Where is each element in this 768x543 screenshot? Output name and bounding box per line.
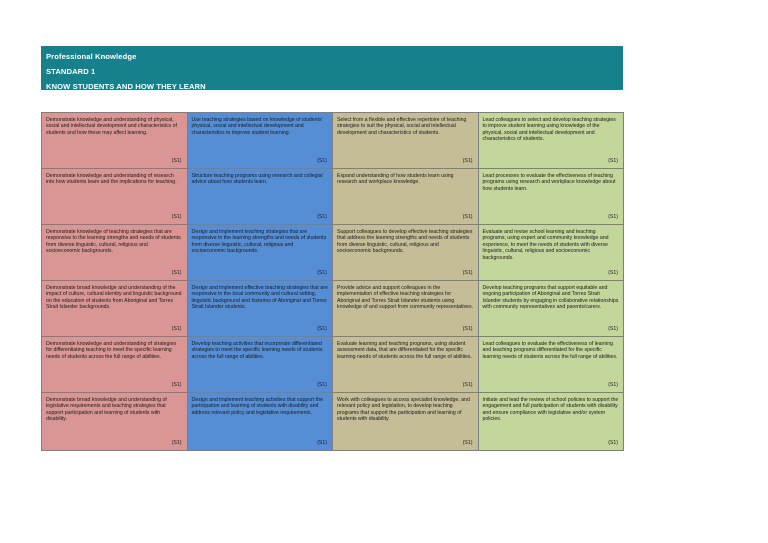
standard-row: [42, 169, 624, 225]
descriptor-text: Design and implement effective teaching strategies that are responsive to the local community and cultural setting, linguistic background and histories of Aboriginal and Torres Strait Islander students.: [191, 285, 328, 311]
standard-reference: (S1): [317, 326, 327, 332]
header-standard: STANDARD 1: [46, 67, 96, 76]
descriptor-cell: [479, 113, 625, 169]
descriptor-cell: [333, 393, 479, 451]
standard-reference: (S1): [317, 214, 327, 220]
descriptor-cell: [42, 169, 188, 225]
descriptor-cell: [333, 113, 479, 169]
standard-reference: (S1): [317, 158, 327, 164]
descriptor-text: Develop teaching activities that incorporate differentiated strategies to meet the specific learning needs of students across the full range of abilities.: [191, 341, 323, 360]
standard-reference: (S1): [171, 440, 182, 446]
standard-reference: (S1): [462, 326, 473, 332]
descriptor-cell: [479, 393, 625, 451]
standard-reference: (S1): [608, 270, 618, 276]
descriptor-cell: [333, 169, 479, 225]
standard-reference: (S1): [171, 326, 182, 332]
descriptor-text: Support colleagues to develop effective teaching strategies that address the learning strengths and needs of students from diverse linguistic, cultural, religious and socioeconomic backgrounds.: [337, 229, 473, 255]
standard-row: [42, 281, 624, 337]
descriptor-text: Evaluate learning and teaching programs, using student assessment data, that are differentiated for the specific learning needs of students across the full range of abilities.: [337, 341, 472, 360]
standard-reference: (S1): [608, 382, 618, 388]
descriptor-cell: [42, 281, 188, 337]
standard-reference: (S1): [171, 270, 182, 276]
descriptor-cell: [188, 393, 334, 451]
descriptor-text: Initiate and lead the review of school policies to support the engagement and full participation of students with disability and ensure compliance with legislative and/or system policies.: [482, 397, 619, 423]
standard-reference: (S1): [462, 214, 473, 220]
standard-reference: (S1): [462, 382, 473, 388]
descriptor-text: Design and implement teaching strategies that are responsive to the learning strengths and needs of students from diverse linguistic, cultural, religious and socioeconomic backgrounds.: [191, 229, 327, 255]
standard-row: [42, 337, 624, 393]
descriptor-cell: [188, 113, 334, 169]
descriptor-text: Expand understanding of how students learn using research and workplace knowledge.: [337, 173, 454, 186]
descriptor-text: Select from a flexible and effective repertoire of teaching strategies to suit the physical, social and intellectual development and characteristics of students.: [337, 117, 467, 136]
standard-reference: (S1): [608, 214, 618, 220]
descriptor-cell: [479, 281, 625, 337]
descriptor-cell: [333, 281, 479, 337]
descriptor-text: Demonstrate knowledge and understanding of research into how students learn and the implications for teaching.: [46, 173, 177, 186]
descriptor-text: Demonstrate knowledge and understanding of strategies for differentiating teaching to meet the specific learning needs of students across the full range of abilities.: [46, 341, 177, 360]
descriptor-cell: [333, 337, 479, 393]
standard-reference: (S1): [608, 158, 618, 164]
descriptor-text: Develop teaching programs that support equitable and ongoing participation of Aboriginal and Torres Strait Islander students by engaging in collaborative relationships with community representatives and parents/carers.: [482, 285, 619, 311]
descriptor-text: Lead processes to evaluate the effectiveness of teaching programs using research and workplace knowledge about how students learn.: [482, 173, 616, 192]
standards-grid: [41, 112, 624, 451]
descriptor-cell: [333, 225, 479, 281]
standard-reference: (S1): [171, 158, 182, 164]
descriptor-text: Lead colleagues to select and develop teaching strategies to improve student learning using knowledge of the physical, social and intellectual development and characteristics of students.: [482, 117, 616, 143]
standard-reference: (S1): [317, 382, 327, 388]
descriptor-text: Demonstrate broad knowledge and understanding of the impact of culture, cultural identity and linguistic background on the education of students from Aboriginal and Torres Strait Islander backgrounds.: [46, 285, 182, 311]
standard-reference: (S1): [171, 382, 182, 388]
descriptor-cell: [42, 337, 188, 393]
descriptor-cell: [479, 225, 625, 281]
descriptor-text: Demonstrate broad knowledge and understanding of legislative requirements and teaching strategies that support participation and learning of students with disability.: [46, 397, 167, 423]
descriptor-cell: [188, 225, 334, 281]
descriptor-text: Demonstrate knowledge and understanding of physical, social and intellectual development and characteristics of students and how these may affect learning.: [46, 117, 177, 136]
descriptor-cell: [42, 393, 188, 451]
descriptor-text: Structure teaching programs using research and collegial advice about how students learn.: [191, 173, 323, 186]
standard-row: [42, 225, 624, 281]
standard-reference: (S1): [171, 214, 182, 220]
header-title: Professional Knowledge: [46, 52, 137, 61]
descriptor-text: Design and implement teaching activities that support the participation and learning of students with disability and address relevant policy and legislative requirements.: [191, 397, 323, 416]
standard-reference: (S1): [608, 440, 618, 446]
descriptor-cell: [479, 337, 625, 393]
descriptor-cell: [42, 225, 188, 281]
descriptor-cell: [188, 337, 334, 393]
descriptor-text: Lead colleagues to evaluate the effectiveness of learning and teaching programs differentiated for the specific learning needs of students across the full range of abilities.: [482, 341, 618, 360]
standard-reference: (S1): [462, 270, 473, 276]
standard-reference: (S1): [462, 440, 473, 446]
standard-header: [41, 46, 623, 90]
descriptor-text: Evaluate and revise school learning and teaching programs, using expert and community knowledge and experience, to meet the needs of students with diverse linguistic, cultural, religious and socioeconomic backgrounds.: [482, 229, 609, 261]
descriptor-cell: [188, 169, 334, 225]
standard-reference: (S1): [462, 158, 473, 164]
header-subtitle: KNOW STUDENTS AND HOW THEY LEARN: [46, 82, 206, 91]
standard-row: [42, 113, 624, 169]
descriptor-text: Use teaching strategies based on knowledge of students' physical, social and intellectual development and characteristics to improve student learning.: [191, 117, 323, 136]
descriptor-cell: [188, 281, 334, 337]
descriptor-text: Demonstrate knowledge of teaching strategies that are responsive to the learning strengths and needs of students from diverse linguistic, cultural, religious and socioeconomic backgrounds.: [46, 229, 181, 255]
standard-reference: (S1): [317, 270, 327, 276]
standard-reference: (S1): [317, 440, 327, 446]
descriptor-cell: [479, 169, 625, 225]
standard-reference: (S1): [608, 326, 618, 332]
descriptor-text: Work with colleagues to access specialist knowledge, and relevant policy and legislation, to develop teaching programs that support the participation and learning of students with disability.: [337, 397, 470, 423]
descriptor-text: Provide advice and support colleagues in the implementation of effective teaching strategies for Aboriginal and Torres Strait Islander students using knowledge of and support from community representatives.: [337, 285, 474, 311]
descriptor-cell: [42, 113, 188, 169]
standard-row: [42, 393, 624, 451]
